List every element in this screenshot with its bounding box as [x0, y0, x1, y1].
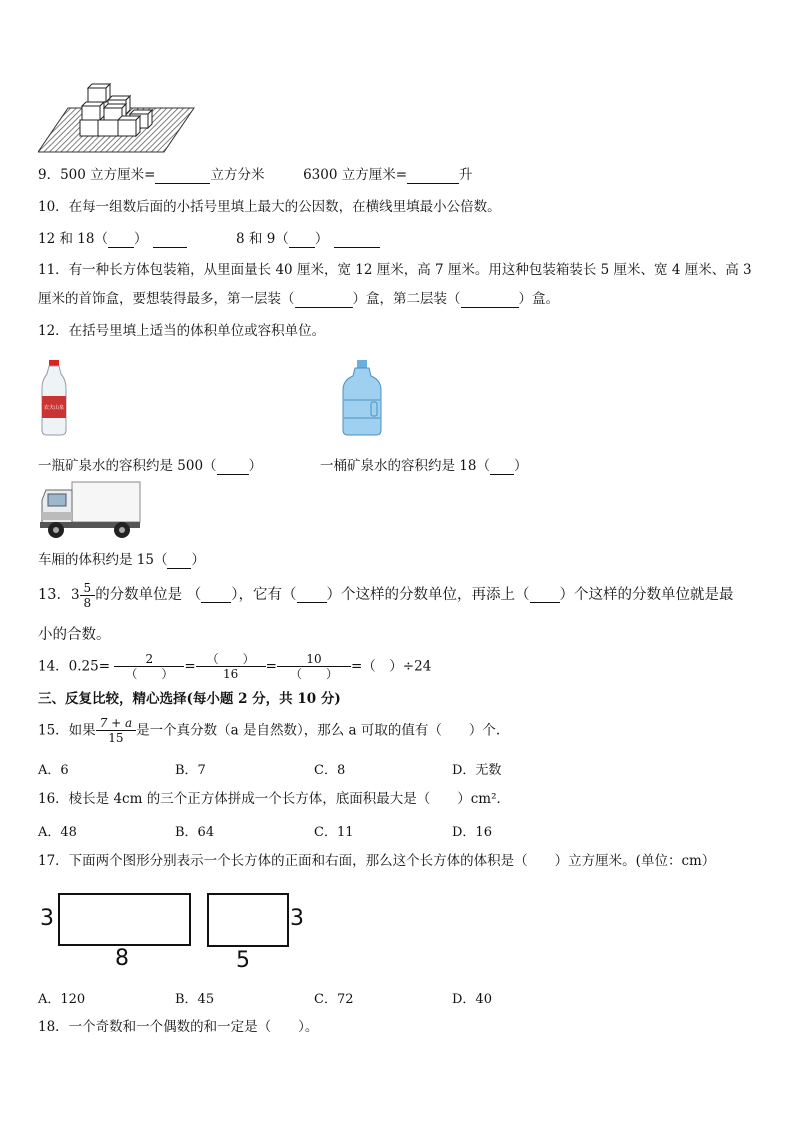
- q16-option-c[interactable]: C．11: [314, 825, 354, 840]
- q10-pair-b: 8 和 9（: [236, 231, 289, 247]
- front-height-label: 3: [40, 906, 54, 931]
- q14-fraction-2: $\frac{( )}{16}$: [196, 652, 266, 681]
- q12-blank-1[interactable]: [217, 460, 249, 475]
- q9-text-a: 9．500 立方厘米=: [38, 167, 156, 183]
- q15-option-d[interactable]: D．无数: [452, 763, 502, 778]
- question-16: 16．棱长是 4cm 的三个正方体拼成一个长方体，底面积最大是（ ）cm²．: [38, 791, 510, 807]
- q12-bottle-b: 一桶矿泉水的容积约是 18（ ）: [320, 458, 528, 474]
- question-11-line2: 厘米的首饰盒，要想装得最多，第一层装（ ）盒，第二层装（ ）盒。: [38, 291, 559, 307]
- question-10: 10．在每一组数后面的小括号里填上最大的公因数，在横线里填最小公倍数。: [38, 199, 501, 215]
- question-11-line1: 11．有一种长方体包装箱，从里面量长 40 厘米，宽 12 厘米，高 7 厘米。用这种包装箱装长 5 厘米、宽 4 厘米、高 3: [38, 262, 752, 278]
- q17-option-a[interactable]: A．120: [38, 992, 86, 1007]
- question-14: 14．0.25= $\frac{2}{( )}$ = $\frac{( )}{16}$ = $\frac{10}{( )}$ =（ ）÷24: [38, 652, 432, 681]
- q16-option-d[interactable]: D．16: [452, 825, 492, 840]
- q15-option-c[interactable]: C．8: [314, 763, 346, 778]
- q15-option-b[interactable]: B．7: [175, 763, 206, 778]
- q16-option-a[interactable]: A．48: [38, 825, 77, 840]
- question-12: 12．在括号里填上适当的体积单位或容积单位。: [38, 323, 326, 339]
- q12-blank-3[interactable]: [167, 554, 191, 569]
- side-face-rectangle: [207, 893, 289, 947]
- front-face-rectangle: [58, 893, 191, 946]
- q9-unit-a: 立方分米: [210, 167, 265, 183]
- question-10-blanks: 12 和 18（ ） 8 和 9（ ）: [38, 230, 380, 248]
- q10-pair-a: 12 和 18（: [38, 231, 108, 247]
- truck-image: [38, 478, 142, 540]
- q14-fraction-3: $\frac{10}{( )}$: [277, 652, 351, 681]
- q12-truck: 车厢的体积约是 15（ ）: [38, 552, 205, 568]
- q13-blank-1[interactable]: [201, 588, 231, 603]
- q9-blank-a[interactable]: [155, 169, 210, 184]
- q10-gcd-b[interactable]: [289, 233, 315, 248]
- q9-blank-b[interactable]: [407, 169, 459, 184]
- q13-blank-3[interactable]: [530, 588, 560, 603]
- q14-fraction-1: $\frac{2}{( )}$: [114, 652, 184, 681]
- q17-option-c[interactable]: C．72: [314, 992, 354, 1007]
- q13-blank-2[interactable]: [297, 588, 327, 603]
- q17-option-b[interactable]: B．45: [175, 992, 215, 1007]
- front-width-label: 8: [115, 946, 129, 971]
- q13-fraction: $\frac{5}{8}$: [80, 581, 96, 610]
- question-13-line2: 小的合数。: [38, 627, 111, 643]
- q12-blank-2[interactable]: [490, 460, 514, 475]
- side-width-label: 5: [236, 948, 250, 973]
- side-height-label: 3: [290, 906, 304, 931]
- q9-text-b: 6300 立方厘米=: [303, 167, 408, 183]
- cube-stack-figure: [38, 78, 196, 154]
- q10-lcm-b[interactable]: [334, 233, 380, 248]
- q17-option-d[interactable]: D．40: [452, 992, 492, 1007]
- q15-option-a[interactable]: A．6: [38, 763, 69, 778]
- bottle-label: 农夫山泉: [43, 405, 65, 411]
- q10-lcm-a[interactable]: [153, 233, 187, 248]
- q15-fraction: $\frac{7 + a}{15}$: [96, 716, 136, 745]
- question-15: 15．如果 $\frac{7 + a}{15}$ 是一个真分数（a 是自然数），那么 a 可取的值有（ ）个.: [38, 716, 501, 745]
- water-jug-image: [341, 360, 383, 436]
- q10-gcd-a[interactable]: [108, 233, 134, 248]
- water-bottle-image: [40, 360, 68, 436]
- q16-option-b[interactable]: B．64: [175, 825, 215, 840]
- section-3-title: 三、反复比较，精心选择(每小题 2 分，共 10 分): [38, 691, 341, 707]
- question-18: 18．一个奇数和一个偶数的和一定是（ ）。: [38, 1019, 319, 1035]
- question-17: 17．下面两个图形分别表示一个长方体的正面和右面，那么这个长方体的体积是（ ）立方厘米。(单位：cm）: [38, 853, 716, 869]
- q11-blank-1[interactable]: [295, 293, 353, 308]
- q9-unit-b: 升: [459, 167, 473, 183]
- question-13: 13．3 $\frac{5}{8}$ 的分数单位是 （ ），它有（ ）个这样的分数单位，再添上（ ）个这样的分数单位就是最: [38, 580, 734, 610]
- q11-blank-2[interactable]: [461, 293, 519, 308]
- q12-bottle-a: 一瓶矿泉水的容积约是 500（ ）: [38, 458, 263, 474]
- question-9: [38, 166, 473, 184]
